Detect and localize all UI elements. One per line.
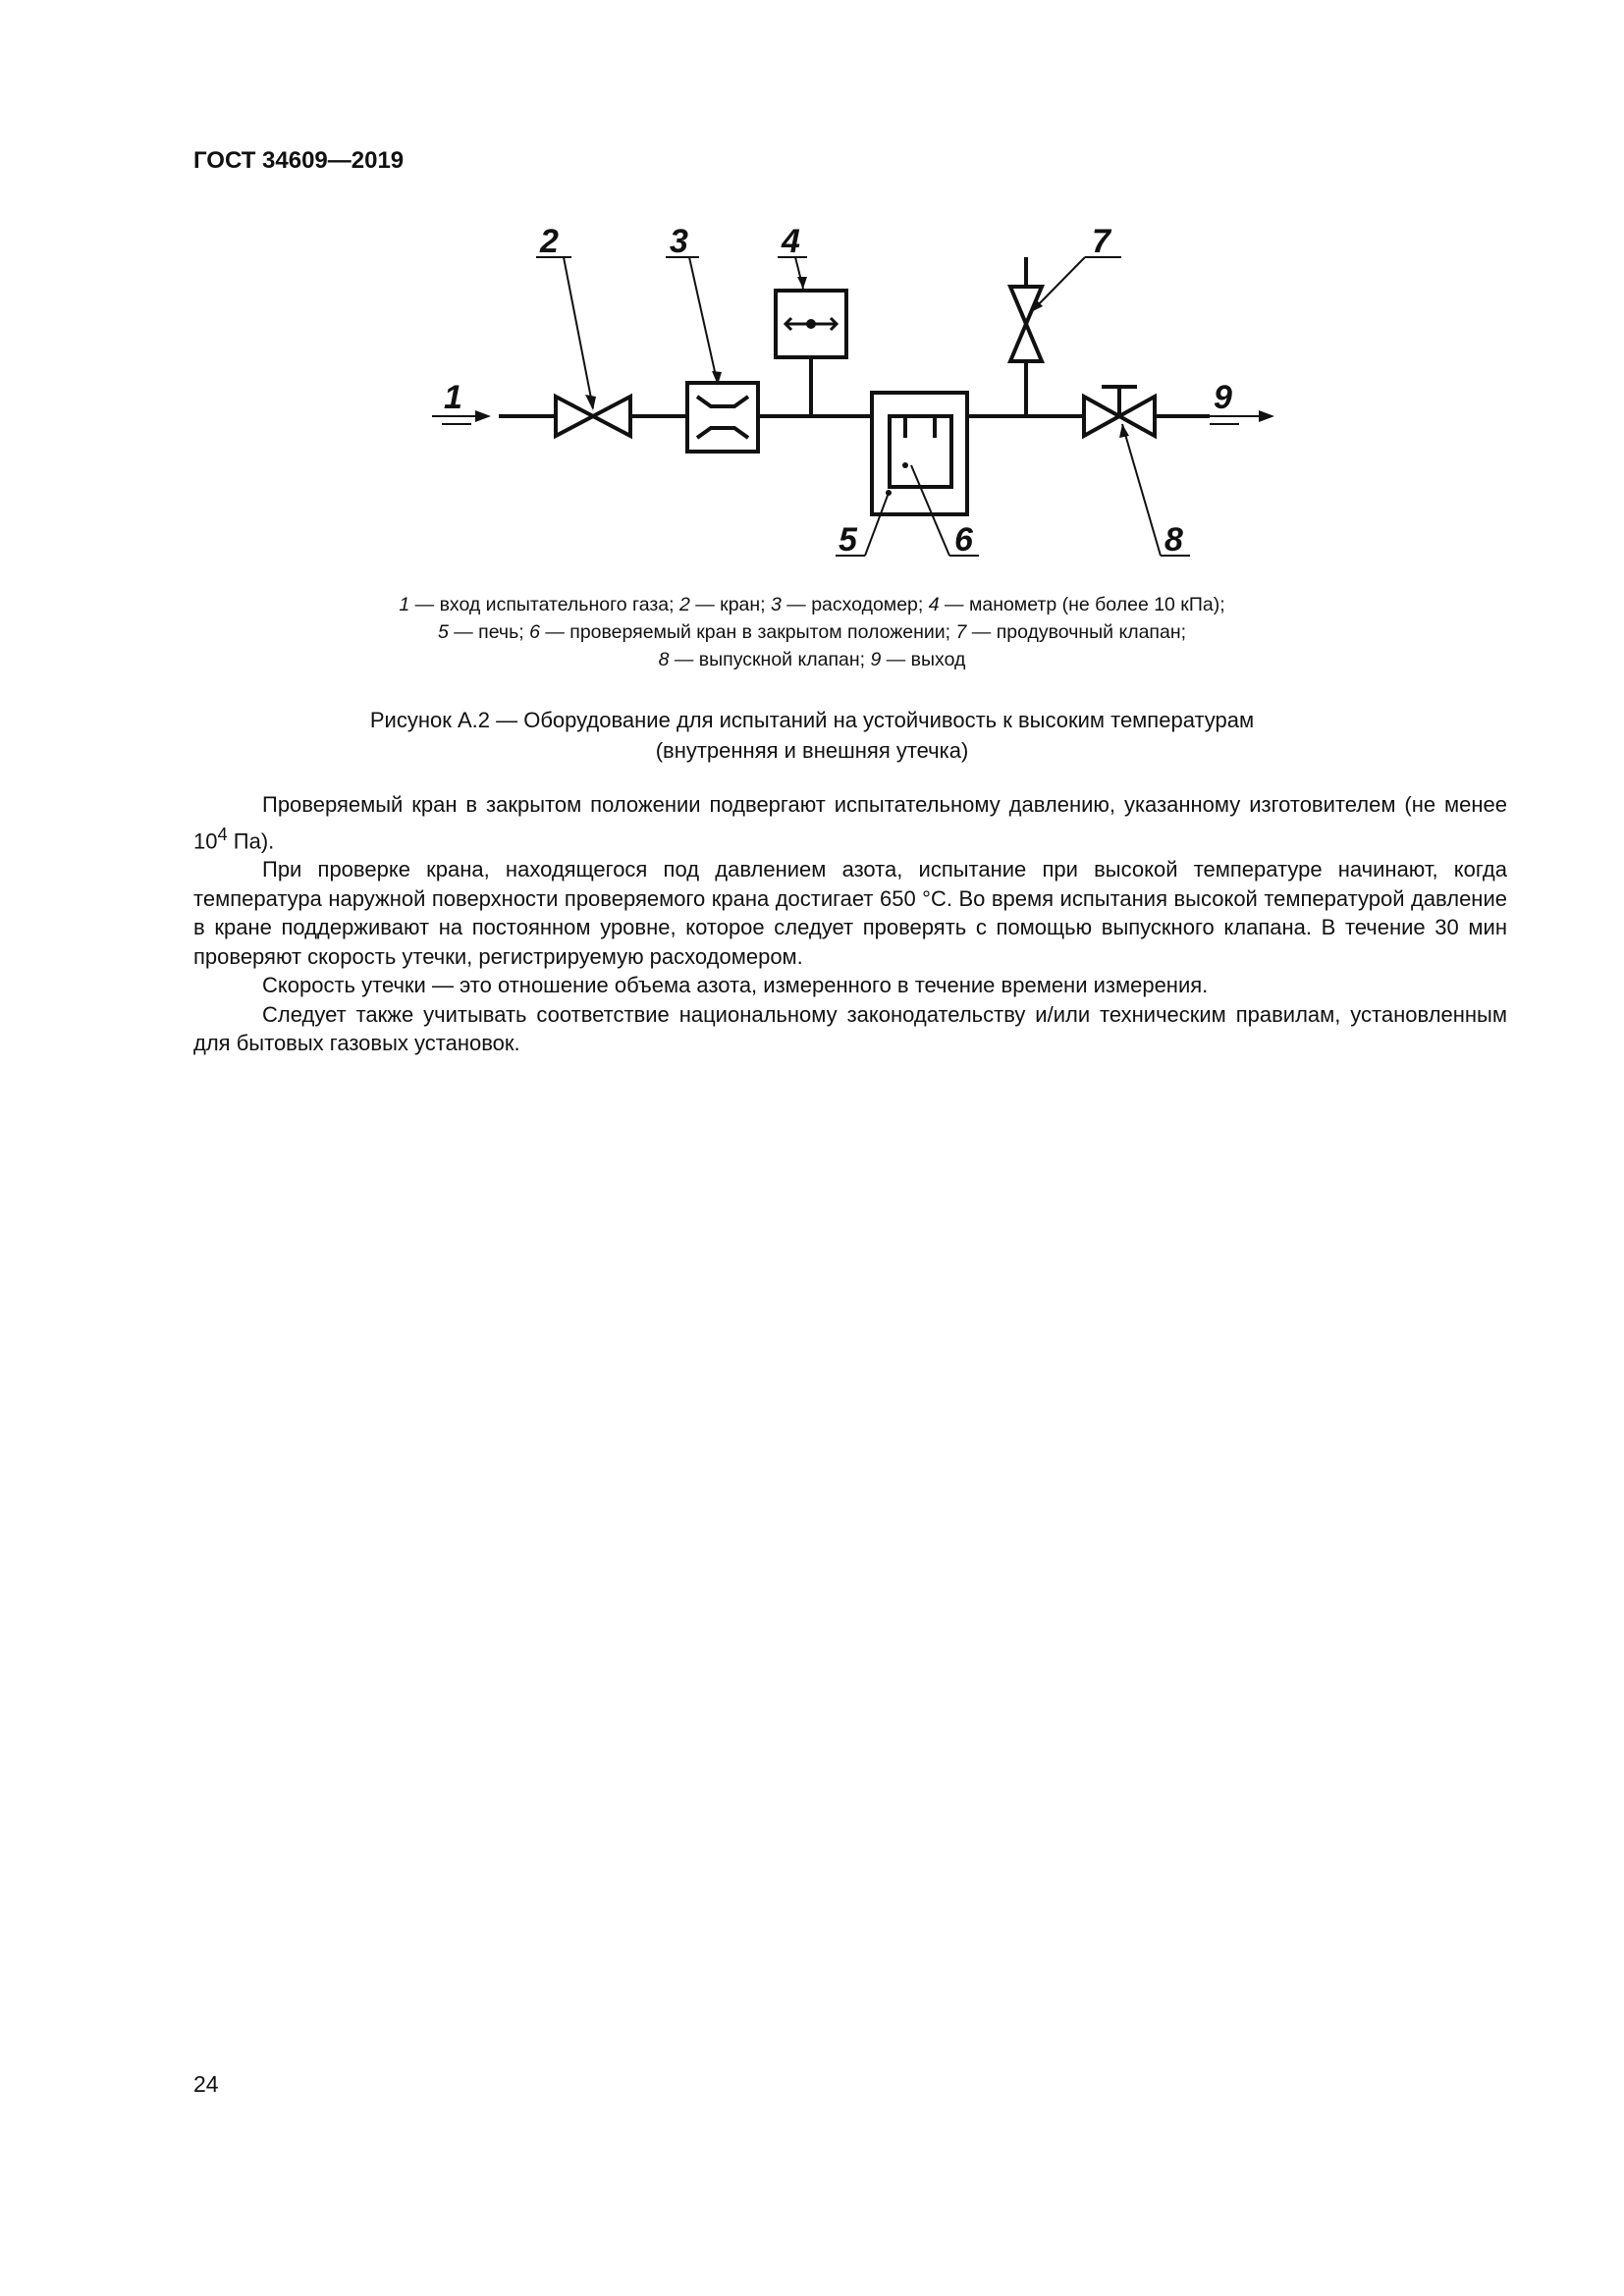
paragraph-1: Проверяемый кран в закрытом положении подвергают испытательному давлению, указанному изготовителем (не менее $10^4$ Па). — [193, 792, 1507, 853]
diagram-label-1: 1 — [444, 379, 462, 416]
inlet-arrow-head — [475, 410, 491, 422]
diagram-label-7: 7 — [1092, 223, 1110, 260]
legend-line: 1 — вход испытательного газа; 2 — кран; 3 — расходомер; 4 — манометр (не более 10 кПа); — [399, 594, 1225, 615]
figure-legend — [245, 591, 1379, 673]
diagram-label-6: 6 — [954, 521, 973, 559]
body-text — [193, 790, 1507, 1058]
figure-caption — [245, 705, 1379, 766]
legend-line: 8 — выпускной клапан; 9 — выход — [658, 649, 966, 670]
diagram-label-3: 3 — [670, 223, 688, 260]
outlet-arrow-head — [1259, 410, 1274, 422]
leader-line — [865, 493, 889, 556]
diagram-label-4: 4 — [782, 223, 800, 260]
paragraph-2: При проверке крана, находящегося под давлением азота, испытание при высокой температуре начинают, когда температура наружной поверхности проверяемого крана достигает 650 °С. Во время испытания высокой температурой давление в кране поддерживают на постоянном уровне, которое следует проверять с помощью выпускного клапана. В течение 30 мин проверяют скорость утечки, регистрируемую расходомером. — [193, 857, 1507, 969]
diagram-label-9: 9 — [1214, 379, 1232, 416]
leader-line — [1122, 424, 1161, 556]
diagram-label-5: 5 — [839, 521, 857, 559]
document-header: ГОСТ 34609—2019 — [193, 147, 405, 174]
page-number: 24 — [193, 2071, 219, 2097]
flowmeter-symbol — [687, 383, 758, 452]
valve-symbol — [593, 397, 630, 436]
outlet-valve-symbol — [1084, 397, 1119, 436]
tested-valve-symbol — [890, 416, 951, 487]
diagram-label-2: 2 — [540, 223, 559, 260]
leader-line — [564, 257, 593, 408]
paragraph-3: Скорость утечки — это отношение объема азота, измеренного в течение времени измерения. — [262, 973, 1209, 998]
purge-valve-symbol — [1010, 324, 1042, 361]
caption-line-1: Рисунок А.2 — Оборудование для испытаний на устойчивость к высоким температурам — [369, 708, 1255, 732]
diagram-label-8: 8 — [1164, 521, 1183, 559]
paragraph-4: Следует также учитывать соответствие национальному законодательству и/или техническим правилам, установленным для бытовых газовых установок. — [193, 1001, 1507, 1056]
leader-line — [911, 465, 949, 556]
test-equipment-diagram — [0, 0, 1624, 589]
caption-line-2: (внутренняя и внешняя утечка) — [655, 738, 969, 763]
leader-line — [689, 257, 718, 385]
valve-symbol — [556, 397, 593, 436]
legend-line: 5 — печь; 6 — проверяемый кран в закрытом положении; 7 — продувочный клапан; — [437, 621, 1187, 643]
